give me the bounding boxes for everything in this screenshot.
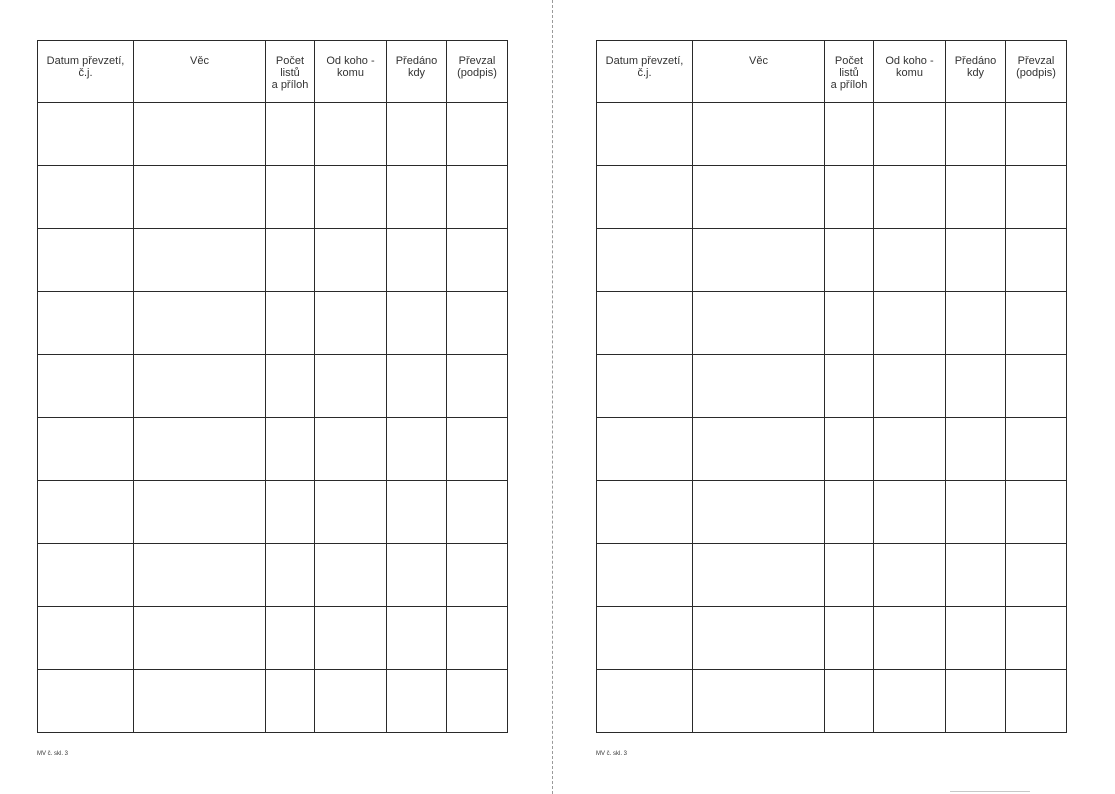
table-row: [38, 229, 508, 292]
table-row: [38, 292, 508, 355]
empty-cell[interactable]: [38, 481, 134, 544]
empty-cell[interactable]: [447, 418, 508, 481]
empty-cell[interactable]: [874, 355, 946, 418]
empty-cell[interactable]: [1006, 481, 1067, 544]
empty-cell[interactable]: [693, 292, 825, 355]
empty-cell[interactable]: [946, 481, 1006, 544]
empty-cell[interactable]: [874, 544, 946, 607]
empty-cell[interactable]: [134, 670, 266, 733]
empty-cell[interactable]: [38, 229, 134, 292]
empty-cell[interactable]: [1006, 103, 1067, 166]
empty-cell[interactable]: [447, 292, 508, 355]
header-sheet-count: Počet listů a příloh: [825, 41, 874, 103]
empty-cell[interactable]: [315, 292, 387, 355]
table-row: [597, 544, 1067, 607]
header-subject: Věc: [693, 41, 825, 103]
empty-cell[interactable]: [825, 292, 874, 355]
empty-cell[interactable]: [874, 607, 946, 670]
empty-cell[interactable]: [387, 229, 447, 292]
empty-cell[interactable]: [825, 418, 874, 481]
empty-cell[interactable]: [693, 607, 825, 670]
empty-cell[interactable]: [597, 103, 693, 166]
corner-mark: [950, 791, 1030, 792]
empty-cell[interactable]: [825, 166, 874, 229]
empty-cell[interactable]: [447, 166, 508, 229]
empty-cell[interactable]: [597, 166, 693, 229]
empty-cell[interactable]: [315, 103, 387, 166]
empty-cell[interactable]: [597, 292, 693, 355]
empty-cell[interactable]: [38, 544, 134, 607]
empty-cell[interactable]: [387, 481, 447, 544]
empty-cell[interactable]: [387, 166, 447, 229]
register-sheet-right: [558, 0, 1115, 794]
header-date-ref: Datum převzetí, č.j.: [597, 41, 693, 103]
empty-cell[interactable]: [315, 418, 387, 481]
empty-cell[interactable]: [315, 481, 387, 544]
empty-cell[interactable]: [38, 418, 134, 481]
table-row: [597, 418, 1067, 481]
header-from-to: Od koho - komu: [874, 41, 946, 103]
table-row: [38, 544, 508, 607]
register-sheet-left: [0, 0, 557, 794]
empty-cell[interactable]: [1006, 544, 1067, 607]
empty-cell[interactable]: [266, 670, 315, 733]
table-row: [38, 166, 508, 229]
empty-cell[interactable]: [825, 103, 874, 166]
empty-cell[interactable]: [266, 481, 315, 544]
empty-cell[interactable]: [38, 355, 134, 418]
header-row: [597, 41, 1067, 103]
header-from-to: Od koho - komu: [315, 41, 387, 103]
register-table: [37, 40, 508, 733]
header-row: [38, 41, 508, 103]
empty-cell[interactable]: [874, 292, 946, 355]
empty-cell[interactable]: [387, 670, 447, 733]
empty-cell[interactable]: [447, 355, 508, 418]
table-row: [597, 292, 1067, 355]
empty-cell[interactable]: [266, 103, 315, 166]
empty-cell[interactable]: [266, 418, 315, 481]
empty-cell[interactable]: [1006, 607, 1067, 670]
empty-cell[interactable]: [447, 544, 508, 607]
table-row: [597, 481, 1067, 544]
empty-cell[interactable]: [825, 229, 874, 292]
empty-cell[interactable]: [693, 355, 825, 418]
empty-cell[interactable]: [387, 607, 447, 670]
header-subject: Věc: [134, 41, 266, 103]
form-code: MV č. skl. 3: [37, 751, 69, 757]
empty-cell[interactable]: [1006, 166, 1067, 229]
empty-cell[interactable]: [266, 607, 315, 670]
empty-cell[interactable]: [1006, 670, 1067, 733]
table-row: [597, 670, 1067, 733]
empty-cell[interactable]: [825, 607, 874, 670]
header-sheet-count: Počet listů a příloh: [266, 41, 315, 103]
empty-cell[interactable]: [946, 166, 1006, 229]
empty-cell[interactable]: [387, 292, 447, 355]
empty-cell[interactable]: [693, 418, 825, 481]
table-row: [597, 607, 1067, 670]
register-table: [596, 40, 1067, 733]
empty-cell[interactable]: [693, 544, 825, 607]
empty-cell[interactable]: [874, 418, 946, 481]
empty-cell[interactable]: [946, 670, 1006, 733]
header-handed-when: Předáno kdy: [387, 41, 447, 103]
empty-cell[interactable]: [38, 103, 134, 166]
header-received-signature: Převzal (podpis): [1006, 41, 1067, 103]
empty-cell[interactable]: [134, 544, 266, 607]
empty-cell[interactable]: [447, 607, 508, 670]
empty-cell[interactable]: [387, 544, 447, 607]
empty-cell[interactable]: [693, 481, 825, 544]
empty-cell[interactable]: [447, 103, 508, 166]
empty-cell[interactable]: [266, 229, 315, 292]
empty-cell[interactable]: [134, 607, 266, 670]
empty-cell[interactable]: [693, 670, 825, 733]
empty-cell[interactable]: [597, 670, 693, 733]
empty-cell[interactable]: [946, 229, 1006, 292]
empty-cell[interactable]: [38, 670, 134, 733]
empty-cell[interactable]: [597, 481, 693, 544]
empty-cell[interactable]: [315, 544, 387, 607]
table-row: [597, 103, 1067, 166]
empty-cell[interactable]: [825, 670, 874, 733]
empty-cell[interactable]: [693, 166, 825, 229]
empty-cell[interactable]: [266, 292, 315, 355]
table-row: [38, 607, 508, 670]
empty-cell[interactable]: [266, 355, 315, 418]
empty-cell[interactable]: [597, 544, 693, 607]
empty-cell[interactable]: [447, 670, 508, 733]
empty-cell[interactable]: [1006, 418, 1067, 481]
table-row: [38, 670, 508, 733]
empty-cell[interactable]: [266, 544, 315, 607]
empty-cell[interactable]: [38, 607, 134, 670]
empty-cell[interactable]: [946, 103, 1006, 166]
empty-cell[interactable]: [597, 355, 693, 418]
table-row: [38, 103, 508, 166]
empty-cell[interactable]: [315, 229, 387, 292]
empty-cell[interactable]: [134, 292, 266, 355]
table-row: [38, 418, 508, 481]
empty-cell[interactable]: [134, 103, 266, 166]
empty-cell[interactable]: [946, 607, 1006, 670]
empty-cell[interactable]: [134, 166, 266, 229]
empty-cell[interactable]: [1006, 355, 1067, 418]
empty-cell[interactable]: [597, 229, 693, 292]
empty-cell[interactable]: [315, 607, 387, 670]
empty-cell[interactable]: [315, 670, 387, 733]
empty-cell[interactable]: [38, 166, 134, 229]
empty-cell[interactable]: [387, 103, 447, 166]
table-row: [38, 355, 508, 418]
empty-cell[interactable]: [266, 166, 315, 229]
empty-cell[interactable]: [134, 481, 266, 544]
empty-cell[interactable]: [825, 355, 874, 418]
empty-cell[interactable]: [693, 229, 825, 292]
empty-cell[interactable]: [946, 355, 1006, 418]
empty-cell[interactable]: [1006, 229, 1067, 292]
empty-cell[interactable]: [946, 292, 1006, 355]
empty-cell[interactable]: [597, 607, 693, 670]
empty-cell[interactable]: [874, 166, 946, 229]
table-row: [597, 229, 1067, 292]
empty-cell[interactable]: [874, 670, 946, 733]
empty-cell[interactable]: [447, 229, 508, 292]
empty-cell[interactable]: [315, 355, 387, 418]
empty-cell[interactable]: [38, 292, 134, 355]
empty-cell[interactable]: [825, 544, 874, 607]
empty-cell[interactable]: [315, 166, 387, 229]
empty-cell[interactable]: [597, 418, 693, 481]
header-handed-when: Předáno kdy: [946, 41, 1006, 103]
empty-cell[interactable]: [874, 103, 946, 166]
table-row: [597, 355, 1067, 418]
empty-cell[interactable]: [874, 481, 946, 544]
empty-cell[interactable]: [946, 418, 1006, 481]
form-code: MV č. skl. 3: [596, 751, 628, 757]
cut-line: [552, 0, 553, 794]
empty-cell[interactable]: [946, 544, 1006, 607]
empty-cell[interactable]: [447, 481, 508, 544]
header-received-signature: Převzal (podpis): [447, 41, 508, 103]
header-date-ref: Datum převzetí, č.j.: [38, 41, 134, 103]
empty-cell[interactable]: [1006, 292, 1067, 355]
empty-cell[interactable]: [134, 355, 266, 418]
empty-cell[interactable]: [134, 229, 266, 292]
empty-cell[interactable]: [134, 418, 266, 481]
empty-cell[interactable]: [387, 418, 447, 481]
empty-cell[interactable]: [874, 229, 946, 292]
table-row: [38, 481, 508, 544]
table-row: [597, 166, 1067, 229]
empty-cell[interactable]: [693, 103, 825, 166]
empty-cell[interactable]: [387, 355, 447, 418]
empty-cell[interactable]: [825, 481, 874, 544]
